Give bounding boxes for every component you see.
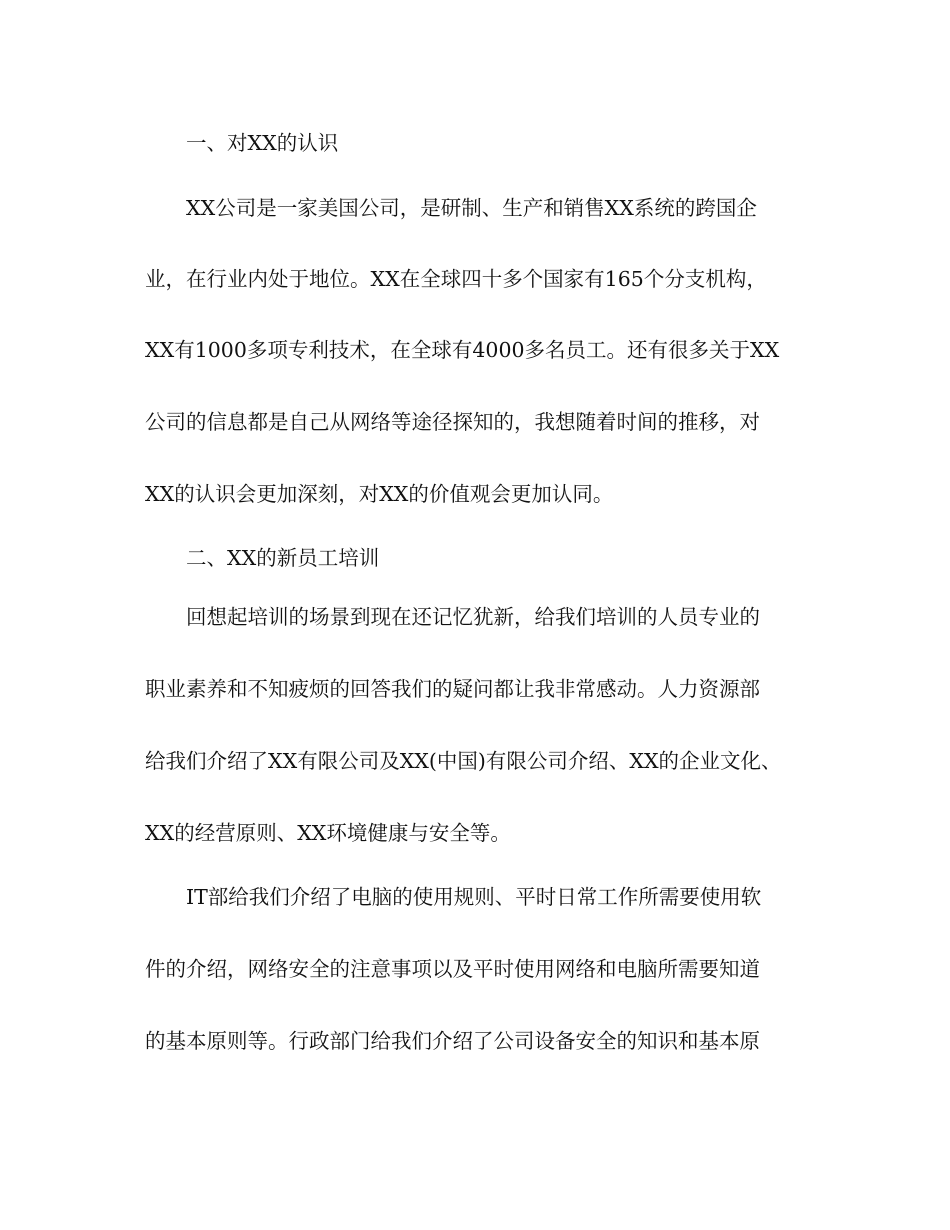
paragraph-line: 给我们介绍了XX有限公司及XX(中国)有限公司介绍、XX的企业文化、 [145, 749, 782, 773]
paragraph-line: 件的介绍，网络安全的注意事项以及平时使用网络和电脑所需要知道 [145, 957, 760, 981]
paragraph-line: XX公司是一家美国公司，是研制、生产和销售XX系统的跨国企 [186, 196, 757, 220]
paragraph-line: 公司的信息都是自己从网络等途径探知的，我想随着时间的推移，对 [145, 410, 760, 434]
section-heading-2: 二、XX的新员工培训 [186, 546, 380, 570]
paragraph-line: XX的经营原则、XX环境健康与安全等。 [145, 821, 511, 845]
section-heading-1: 一、对XX的认识 [186, 131, 339, 155]
paragraph-line: XX有1000多项专利技术，在全球有4000多名员工。还有很多关于XX [145, 338, 780, 362]
paragraph-line: 的基本原则等。行政部门给我们介绍了公司设备安全的知识和基本原 [145, 1029, 760, 1053]
paragraph-line: 业，在行业内处于地位。XX在全球四十多个国家有165个分支机构， [145, 267, 767, 291]
paragraph-line: IT部给我们介绍了电脑的使用规则、平时日常工作所需要使用软 [186, 885, 762, 909]
paragraph-line: XX的认识会更加深刻，对XX的价值观会更加认同。 [145, 482, 614, 506]
paragraph-line: 职业素养和不知疲烦的回答我们的疑问都让我非常感动。人力资源部 [145, 677, 760, 701]
paragraph-line: 回想起培训的场景到现在还记忆犹新，给我们培训的人员专业的 [186, 605, 760, 629]
